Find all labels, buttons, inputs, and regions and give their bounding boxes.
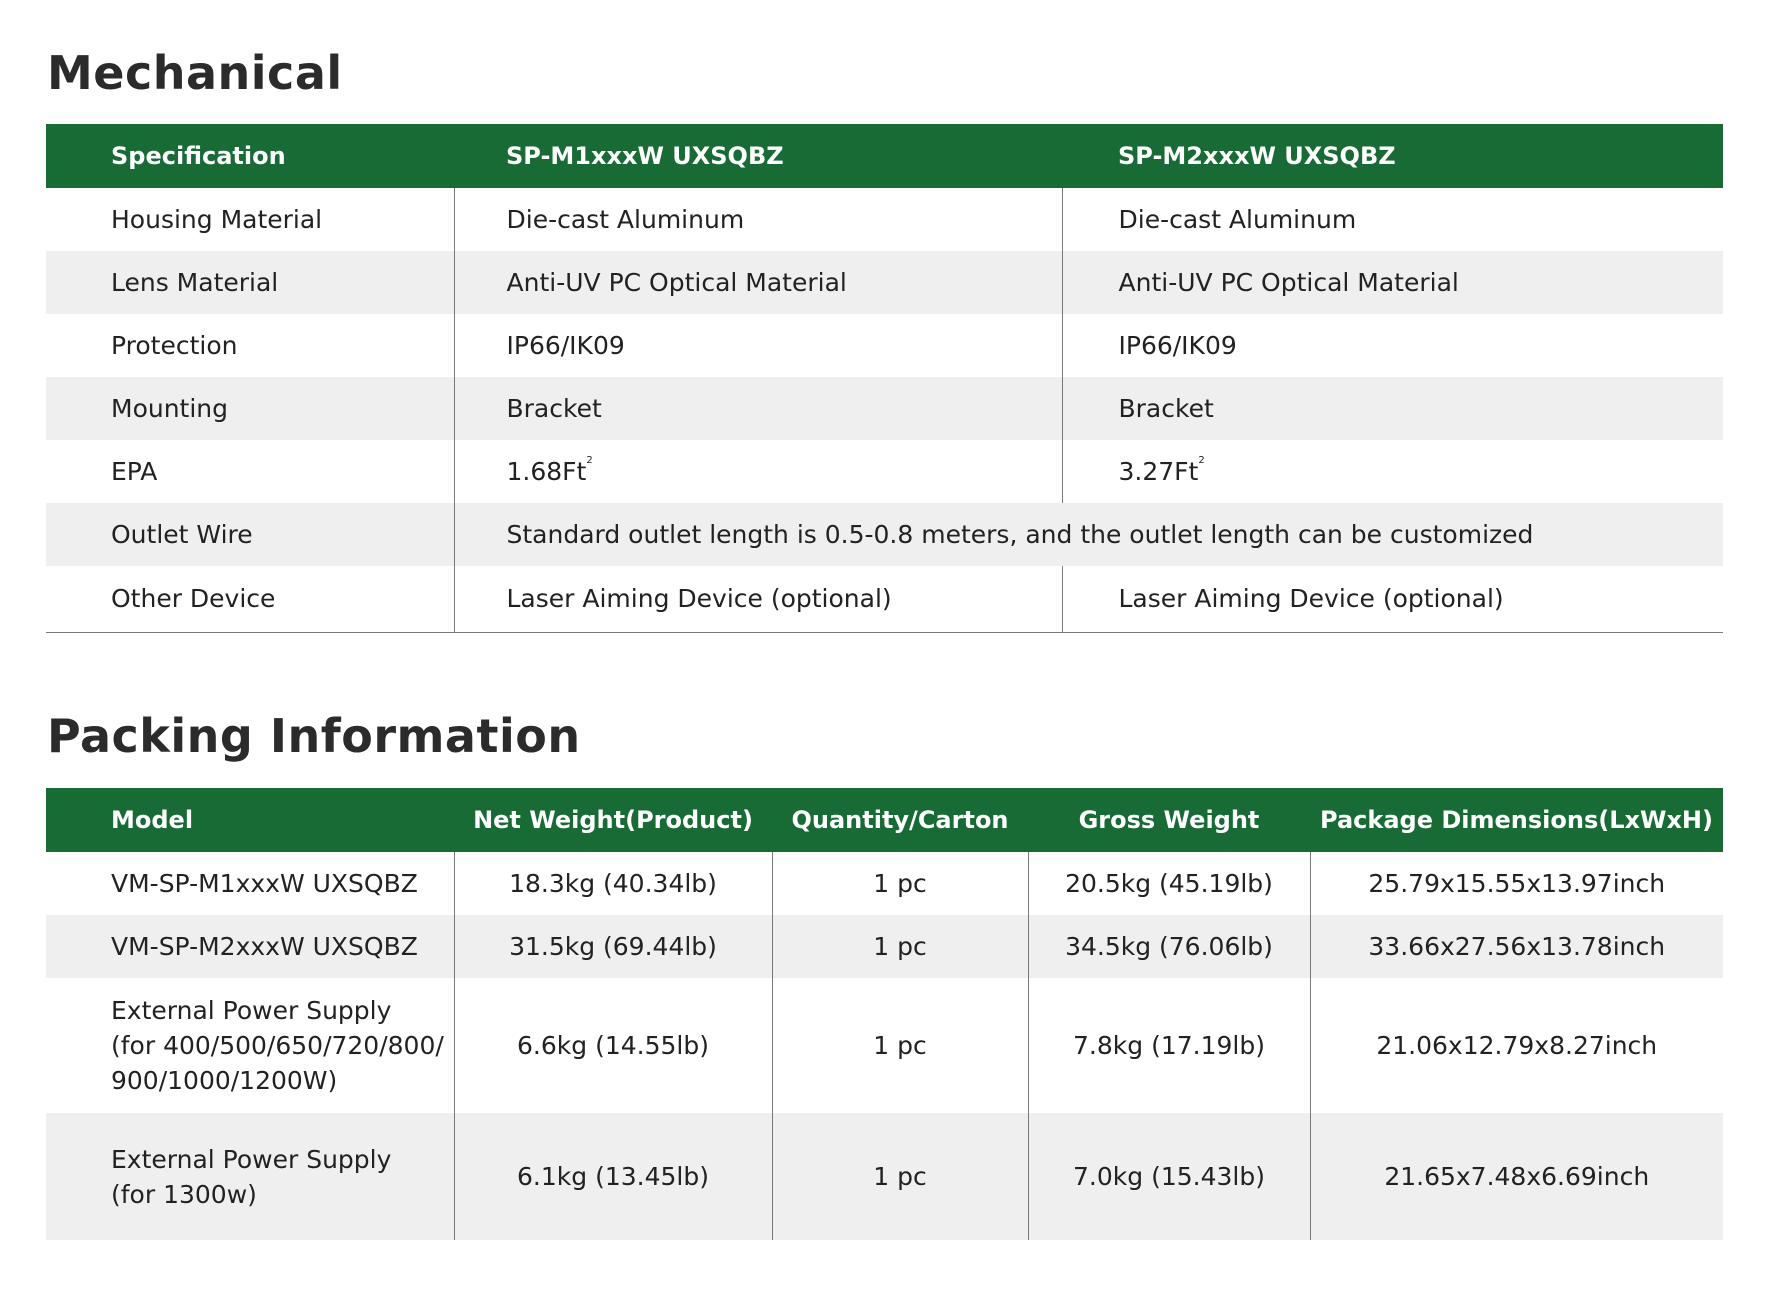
table-row — [46, 314, 1723, 377]
gross-weight-cell: 7.8kg (17.19lb) — [1028, 978, 1310, 1113]
header-sp-m2: SP-M2xxxW UXSQBZ — [1118, 142, 1396, 170]
mechanical-title: Mechanical — [47, 46, 343, 100]
table-header-row — [46, 788, 1723, 852]
epa-m1-text: 1.68Ft — [506, 457, 587, 486]
table-row — [46, 852, 1723, 915]
dimensions-cell: 21.65x7.48x6.69inch — [1310, 1113, 1723, 1240]
net-weight-cell: 6.6kg (14.55lb) — [454, 978, 772, 1113]
packing-title: Packing Information — [47, 709, 581, 763]
model-line: (for 1300w) — [111, 1179, 257, 1209]
packing-table — [46, 788, 1723, 1240]
model-line: External Power Supply — [111, 996, 392, 1025]
dimensions-cell: 21.06x12.79x8.27inch — [1310, 978, 1723, 1113]
superscript: 2 — [586, 455, 593, 466]
spec-label: Housing Material — [111, 205, 323, 234]
table-row — [46, 1113, 1723, 1240]
net-weight-cell: 18.3kg (40.34lb) — [454, 852, 772, 915]
m2-value: Bracket — [1062, 377, 1723, 440]
spec-label: EPA — [111, 457, 158, 486]
table-row — [46, 440, 1723, 503]
mechanical-table — [46, 124, 1723, 633]
header-dimensions: Package Dimensions(LxWxH) — [1320, 806, 1713, 834]
header-net-weight: Net Weight(Product) — [473, 806, 753, 834]
m1-value: Die-cast Aluminum — [454, 188, 1062, 251]
table-row — [46, 566, 1723, 632]
header-sp-m1: SP-M1xxxW UXSQBZ — [506, 142, 784, 170]
quantity-cell: 1 pc — [772, 1113, 1028, 1240]
quantity-cell: 1 pc — [772, 852, 1028, 915]
table-header-row — [46, 124, 1723, 188]
gross-weight-cell: 34.5kg (76.06lb) — [1028, 915, 1310, 978]
model-line: (for 400/500/650/720/800/ — [111, 1031, 444, 1060]
quantity-cell: 1 pc — [772, 915, 1028, 978]
model-cell: VM-SP-M2xxxW UXSQBZ — [111, 932, 418, 961]
model-cell — [46, 978, 454, 1113]
m2-value: Laser Aiming Device (optional) — [1062, 566, 1723, 632]
table-row — [46, 915, 1723, 978]
table-row — [46, 377, 1723, 440]
superscript: 2 — [1198, 455, 1205, 466]
m2-value — [1062, 440, 1723, 503]
header-model: Model — [111, 806, 194, 834]
m1-value: Anti-UV PC Optical Material — [454, 251, 1062, 314]
m1-value: Bracket — [454, 377, 1062, 440]
model-line: 900/1000/1200W) — [111, 1066, 338, 1095]
dimensions-cell: 33.66x27.56x13.78inch — [1310, 915, 1723, 978]
gross-weight-cell: 7.0kg (15.43lb) — [1028, 1113, 1310, 1240]
net-weight-cell: 31.5kg (69.44lb) — [454, 915, 772, 978]
table-row — [46, 188, 1723, 251]
m1-value: Laser Aiming Device (optional) — [454, 566, 1062, 632]
header-quantity: Quantity/Carton — [791, 806, 1009, 834]
m1-value — [454, 440, 1062, 503]
table-row — [46, 978, 1723, 1113]
table-row — [46, 251, 1723, 314]
spec-label: Mounting — [111, 394, 229, 423]
model-cell — [46, 1113, 454, 1240]
gross-weight-cell: 20.5kg (45.19lb) — [1028, 852, 1310, 915]
header-specification: Specification — [111, 142, 286, 170]
table-row — [46, 503, 1723, 566]
net-weight-cell: 6.1kg (13.45lb) — [454, 1113, 772, 1240]
m1-value: IP66/IK09 — [454, 314, 1062, 377]
m2-value: Die-cast Aluminum — [1062, 188, 1723, 251]
quantity-cell: 1 pc — [772, 978, 1028, 1113]
spec-label: Outlet Wire — [111, 520, 253, 549]
epa-m2-text: 3.27Ft — [1118, 457, 1199, 486]
merged-value: Standard outlet length is 0.5-0.8 meters, and the outlet length can be customized — [454, 503, 1723, 566]
spec-label: Protection — [111, 331, 238, 360]
header-gross-weight: Gross Weight — [1078, 806, 1260, 834]
spec-label: Other Device — [46, 566, 454, 632]
dimensions-cell: 25.79x15.55x13.97inch — [1310, 852, 1723, 915]
model-line: External Power Supply — [111, 1144, 392, 1174]
m2-value: Anti-UV PC Optical Material — [1062, 251, 1723, 314]
spec-label: Lens Material — [111, 268, 279, 297]
model-cell: VM-SP-M1xxxW UXSQBZ — [111, 869, 418, 898]
m2-value: IP66/IK09 — [1062, 314, 1723, 377]
